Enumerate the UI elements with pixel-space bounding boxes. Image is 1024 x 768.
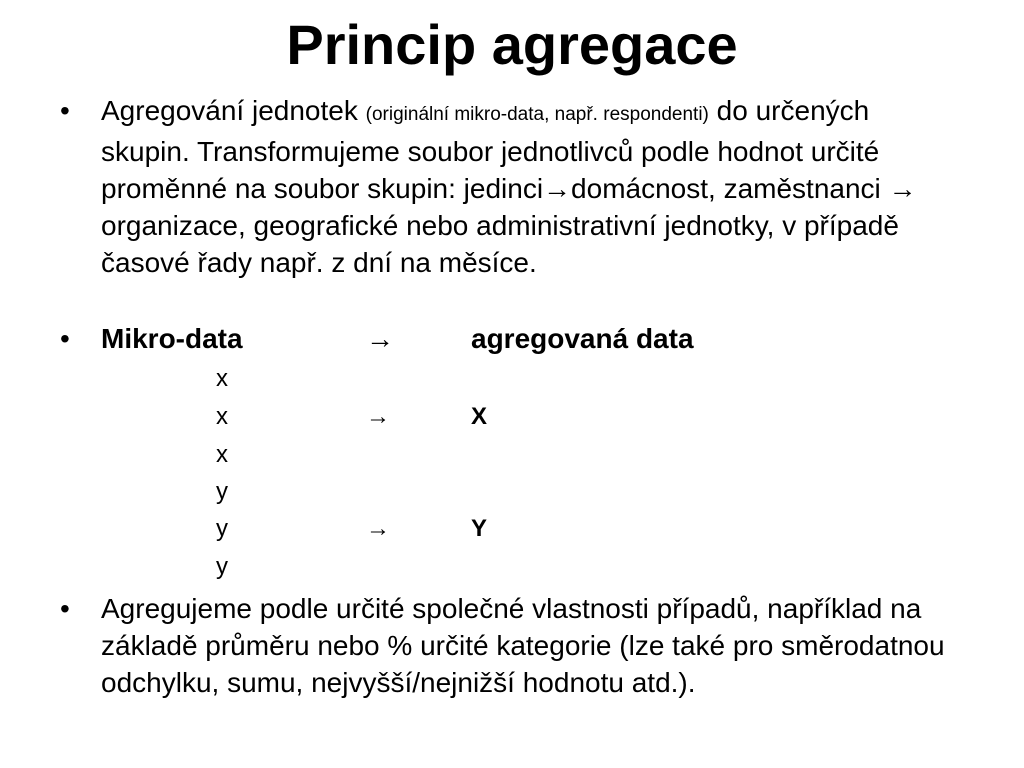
bullet-text: Agregujeme podle určité společné vlastnosti případů, například na základě průměru nebo % určité kategorie (lze také pro směrodatnou odchylku, sumu, nejvyšší/nejnižší hodnotu atd.). bbox=[101, 593, 945, 698]
mapping-header-arrow: → bbox=[366, 323, 394, 354]
bullet1-parenthetical: (originální mikro-data, např. respondenti) bbox=[365, 104, 709, 125]
mapping-header-micro: Mikro-data bbox=[101, 323, 243, 354]
slide-title: Princip agregace bbox=[286, 13, 738, 76]
bullet-marker: • bbox=[60, 323, 70, 354]
mapping-aggregated: X bbox=[471, 403, 488, 430]
mapping-micro: x bbox=[216, 403, 228, 430]
mapping-micro: y bbox=[216, 553, 228, 580]
bullet1-rest-first: do bbox=[708, 95, 748, 126]
bullet-text bbox=[101, 92, 960, 281]
bullet-marker: • bbox=[60, 95, 70, 126]
mapping-micro: y bbox=[216, 478, 228, 505]
bullet-aggregation-units bbox=[60, 92, 960, 281]
mapping-arrow: → bbox=[366, 515, 390, 542]
mapping-header-aggregated: agregovaná data bbox=[471, 323, 694, 354]
bullet1-lead: Agregování jednotek bbox=[101, 95, 366, 126]
mapping-arrow: → bbox=[366, 403, 390, 430]
bullet-marker: • bbox=[60, 593, 70, 624]
mapping-micro: x bbox=[216, 365, 228, 392]
mapping-aggregated: Y bbox=[471, 515, 488, 542]
bullet-aggregate-by-property bbox=[60, 590, 960, 701]
mapping-micro: y bbox=[216, 515, 228, 542]
bullet1-rest: určených skupin. Transformujeme soubor jednotlivců podle hodnot určité proměnné na soubor skupin: jedinci→domácnost, zaměstnanci → organizace, geografické nebo administrativní jednotky, v případě časové řady např. z dní na měsíce. bbox=[101, 95, 917, 278]
mapping-micro: x bbox=[216, 441, 228, 468]
